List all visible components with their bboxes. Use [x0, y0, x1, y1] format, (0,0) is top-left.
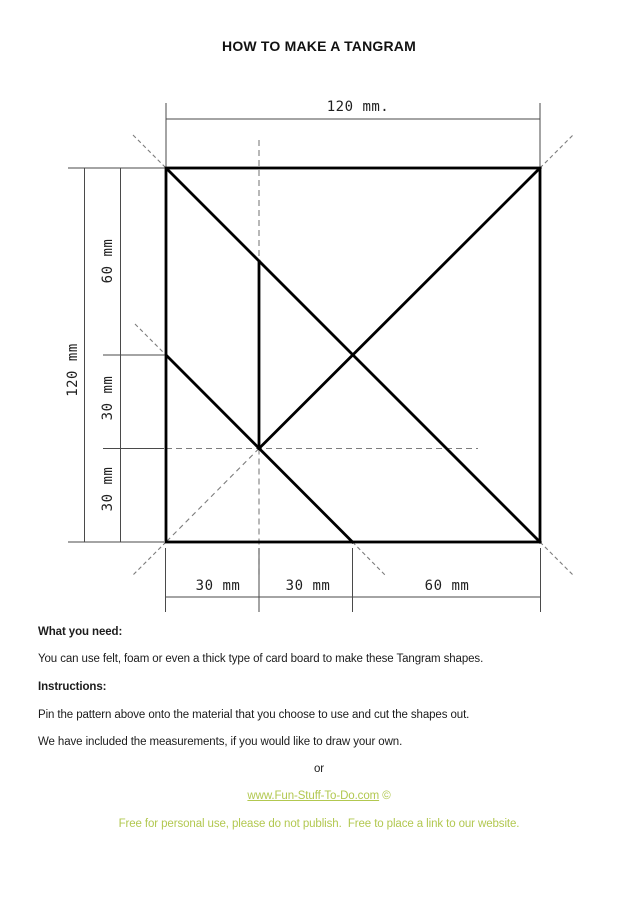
dim-left-label-60: 60 mm — [100, 238, 116, 284]
page-title: HOW TO MAKE A TANGRAM — [222, 38, 416, 54]
or-separator: or — [313, 763, 325, 775]
instructions-line-1: Pin the pattern above onto the material that you choose to use and cut the shapes out. — [38, 709, 470, 721]
what-you-need-text: You can use felt, foam or even a thick type of card board to make these Tangram shapes. — [38, 653, 484, 665]
dim-top-label: 120 mm. — [326, 99, 390, 115]
dim-bottom-label-3: 60 mm — [424, 578, 470, 594]
usage-note: Free for personal use, please do not publish. Free to place a link to our website. — [118, 818, 520, 830]
guide-ext-bottom-left — [133, 542, 166, 575]
cut-anti-diagonal — [259, 168, 540, 449]
guide-ext-left-mid — [135, 324, 166, 355]
website-link[interactable]: www.Fun-Stuff-To-Do.com — [247, 790, 380, 802]
dim-bottom-label-2: 30 mm — [285, 578, 331, 594]
guide-ext-top-right — [540, 135, 573, 168]
guide-ext-top-left — [133, 135, 166, 168]
what-you-need-heading: What you need: — [38, 626, 123, 638]
guide-ext-bottom-right — [540, 542, 573, 575]
website-line — [0, 790, 638, 802]
dim-left-label-30b: 30 mm — [100, 466, 116, 512]
copyright-symbol: © — [382, 790, 391, 802]
dim-left-total-label: 120 mm — [65, 343, 81, 397]
dim-bottom-label-1: 30 mm — [195, 578, 241, 594]
tangram-cut-lines — [166, 168, 540, 542]
instructions-line-2: We have included the measurements, if you would like to draw your own. — [38, 736, 403, 748]
guide-antidiagonal-inner — [166, 449, 259, 543]
guide-ext-bottom-mid — [353, 542, 386, 575]
dim-left-label-30a: 30 mm — [100, 375, 116, 421]
instructions-heading: Instructions: — [38, 681, 107, 693]
dimension-lines — [68, 103, 541, 612]
